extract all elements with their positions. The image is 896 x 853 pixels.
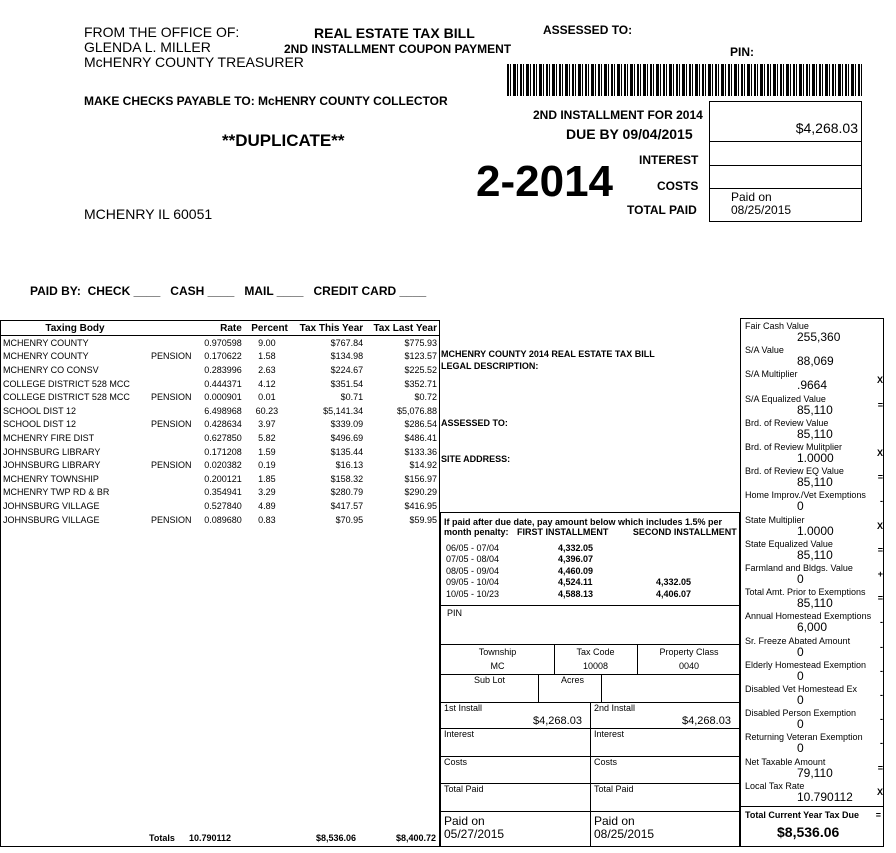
tax-last-year-cell: $775.93 [404,337,437,348]
assessment-item [745,563,881,585]
fund-cell [149,472,196,486]
interest-field-2: Interest [594,729,625,739]
assessment-operator: X [876,786,883,797]
propclass-value: 0040 [678,661,700,671]
taxing-body-cell: SCHOOL DIST 12 [3,419,77,430]
assessment-item [745,587,881,609]
assessment-item [745,732,881,754]
paid-on-label-2: Paid on [594,814,635,828]
col-tax-this-year: Tax This Year [290,321,365,336]
percent-cell: 3.97 [258,419,276,430]
assessment-label: Local Tax Rate [745,780,805,791]
legal-label: LEGAL DESCRIPTION: [441,361,539,371]
costs-field-1: Costs [444,757,468,767]
fund-cell: PENSION [150,351,192,362]
col-rate: Rate [196,321,244,336]
rate-cell: 0.200121 [204,473,242,484]
assessment-label: State Multiplier [745,514,805,525]
penalty-row [444,588,738,600]
tax-this-year-cell: $0.71 [340,392,364,403]
table-row [1,431,439,445]
fund-cell: PENSION [150,460,192,471]
assessment-label: Disabled Person Exemption [745,708,857,719]
percent-cell: 4.12 [258,378,276,389]
assessment-label: Net Taxable Amount [745,756,826,767]
table-row [1,336,439,350]
paid-on-date: 08/25/2015 [731,203,792,217]
assessment-operator: - [880,496,883,507]
assessment-label: State Equalized Value [745,538,833,549]
assessment-operator: = [877,593,883,604]
rate-cell: 0.527840 [204,500,242,511]
taxing-body-cell: MCHENRY FIRE DIST [3,432,95,443]
rate-cell: 0.444371 [204,378,242,389]
tax-this-year-cell: $417.57 [330,500,364,511]
assessment-item [745,539,881,561]
tax-this-year-cell: $70.95 [335,514,364,525]
taxcode-label: Tax Code [576,647,615,657]
penalty-second [654,554,738,566]
taxing-body-cell: MCHENRY TWP RD & BR [3,487,110,498]
taxing-body-cell: MCHENRY CO CONSV [3,364,99,375]
city-line: MCHENRY IL 60051 [84,206,213,222]
assessment-operator: X [876,520,883,531]
assessment-value: 10.790112 [797,789,853,804]
percent-cell: 2.63 [258,364,276,375]
table-row [1,445,439,459]
tax-last-year-cell: $156.97 [404,473,437,484]
table-row [1,418,439,432]
assessment-value: 0 [797,499,804,514]
rate-cell: 0.020382 [204,460,242,471]
percent-cell: 1.58 [258,351,276,362]
table-header-row [1,321,439,336]
first-install-value: $4,268.03 [533,715,582,727]
col-percent: Percent [244,321,290,336]
tax-this-year-cell: $16.13 [335,460,364,471]
assessment-operator: X [876,375,883,386]
percent-cell: 0.01 [258,392,276,403]
penalty-second: 4,332.05 [656,577,692,588]
paid-on-label-1: Paid on [444,814,485,828]
penalty-note-2: month penalty: [444,527,509,537]
assessment-value: 255,360 [797,330,841,344]
assessment-label: S/A Multiplier [745,369,798,380]
rate-cell: 0.283996 [204,364,242,375]
assessment-label: Annual Homestead Exemptions [745,611,872,622]
county-title: MCHENRY COUNTY 2014 REAL ESTATE TAX BILL [441,349,655,359]
site-label: SITE ADDRESS: [441,454,511,464]
assessment-item [745,708,881,730]
fund-cell [149,404,196,418]
percent-cell: 1.85 [258,473,276,484]
tax-this-year-cell: $134.98 [330,351,364,362]
percent-cell: 5.82 [258,432,276,443]
paid-by-mail[interactable]: MAIL ____ [244,284,304,298]
first-install-label: 1st Install [444,703,483,713]
assessment-operator: - [880,665,883,676]
taxcode-value: 10008 [582,661,609,671]
assessment-item [745,394,881,416]
penalty-period: 09/05 - 10/04 [446,577,500,588]
tax-this-year-cell: $496.69 [330,432,364,443]
tax-this-year-cell: $351.54 [330,378,364,389]
assessment-item [745,466,881,488]
paid-by-check[interactable]: CHECK ____ [87,284,161,298]
penalty-period: 06/05 - 07/04 [446,542,500,553]
assessment-label: Fair Cash Value [745,321,809,331]
taxing-body-cell: JOHNSBURG VILLAGE [3,500,100,511]
installment-label: 2ND INSTALLMENT FOR 2014 [533,108,703,122]
second-install-value: $4,268.03 [682,715,731,727]
barcode [507,64,863,96]
tax-last-year-cell: $0.72 [414,392,437,403]
total-due-op: = [875,810,881,820]
fund-cell [149,445,196,459]
propclass-label: Property Class [659,647,719,657]
paid-on-date-2: 08/25/2015 [594,827,655,841]
rate-cell: 0.354941 [204,487,242,498]
rate-cell: 6.498968 [204,405,242,416]
total-paid-label: TOTAL PAID [627,203,697,217]
assessed-label: ASSESSED TO: [441,418,508,428]
assessment-operator: = [877,544,883,555]
tax-this-year-cell: $5,141.34 [323,405,364,416]
tax-last-year-cell: $416.95 [404,500,437,511]
paid-by-cash[interactable]: CASH ____ [170,284,235,298]
assessment-label: Elderly Homestead Exemption [745,659,867,670]
totals-label: Totals [149,833,175,843]
assessment-item [745,636,881,658]
interest-label: INTEREST [639,153,699,167]
costs-field-2: Costs [594,757,618,767]
table-row [1,458,439,472]
taxing-body-cell: COLLEGE DISTRICT 528 MCC [3,378,130,389]
assessed-to-label: ASSESSED TO: [543,23,633,37]
assessment-value: 1.0000 [797,451,834,465]
assessment-value: .9664 [797,378,828,393]
assessment-item [745,345,881,367]
table-row [1,499,439,513]
taxing-body-cell: JOHNSBURG LIBRARY [3,460,101,471]
table-row [1,363,439,377]
totals-this-year: $8,536.06 [315,833,356,843]
rate-cell: 0.627850 [204,432,242,443]
tax-last-year-cell: $290.29 [404,487,437,498]
assessment-item [745,321,881,343]
assessment-operator: + [877,569,883,579]
assessment-value: 1.0000 [797,523,834,538]
assessment-label: Returning Veteran Exemption [745,732,863,743]
penalty-second [654,542,738,554]
fund-cell: PENSION [150,419,192,430]
fund-cell: PENSION [150,514,192,525]
fund-cell: PENSION [150,392,192,403]
duplicate-mark: **DUPLICATE** [222,131,345,150]
assessment-value: 0 [797,693,804,707]
total-paid-field-2: Total Paid [594,784,634,794]
assessment-value: 85,110 [797,475,833,490]
assessment-operator: X [876,448,883,458]
paid-on-label: Paid on [731,190,772,204]
penalty-second: 4,406.07 [656,588,692,599]
pin-field-label: PIN [447,608,463,618]
assessment-item [745,490,881,512]
penalty-period: 08/05 - 09/04 [446,565,500,576]
taxing-body-cell: JOHNSBURG LIBRARY [3,446,101,457]
percent-cell: 60.23 [255,405,279,416]
township-label: Township [478,647,517,657]
table-row [1,404,439,418]
assessment-label: Brd. of Review Value [745,417,829,428]
total-paid-box [709,189,862,222]
second-installment-label: SECOND INSTALLMENT [632,527,737,537]
assessment-label: Brd. of Review Mulitplier [745,442,843,452]
fund-cell [149,336,196,350]
assessment-item [745,369,881,391]
fund-cell [149,431,196,445]
interest-field-1: Interest [444,729,475,739]
tax-this-year-cell: $280.79 [330,487,364,498]
first-installment-label: FIRST INSTALLMENT [517,527,609,537]
assessment-value: 0 [797,668,804,683]
assessment-label: Farmland and Bldgs. Value [745,563,853,573]
assessment-item [745,684,881,706]
assessment-value: 85,110 [797,596,833,611]
assessment-operator: - [880,617,883,628]
penalty-first: 4,332.05 [558,542,594,553]
coupon-title: 2ND INSTALLMENT COUPON PAYMENT [284,42,512,56]
table-row [1,486,439,500]
assessment-operator: = [877,399,883,410]
totals-rate: 10.790112 [189,833,232,843]
percent-cell: 9.00 [258,337,276,348]
penalty-second [654,565,738,577]
col-fund [149,321,196,336]
percent-cell: 4.89 [258,500,276,511]
tax-this-year-cell: $224.67 [330,364,364,375]
amount-value: $4,268.03 [795,120,858,136]
rate-cell: 0.170622 [204,351,242,362]
col-taxing-body: Taxing Body [1,321,149,336]
assessment-item [745,515,881,537]
treasurer-name: GLENDA L. MILLER [84,39,211,55]
interest-box [709,142,862,166]
table-row [1,350,439,364]
rate-cell: 0.428634 [204,419,242,430]
assessment-item [745,611,881,633]
rate-cell: 0.171208 [204,446,242,457]
tax-last-year-cell: $133.36 [404,446,437,457]
tax-this-year-cell: $339.09 [330,419,364,430]
tax-last-year-cell: $123.57 [404,351,437,362]
assessment-label: S/A Value [745,345,784,356]
assessment-label: Home Improv./Vet Exemptions [745,490,866,501]
total-due-value: $8,536.06 [777,824,840,840]
tax-last-year-cell: $14.92 [409,460,437,471]
costs-box [709,166,862,189]
table-row [1,390,439,404]
percent-cell: 3.29 [258,487,276,498]
paid-by-line [30,284,426,298]
penalty-first: 4,396.07 [558,554,594,565]
taxing-body-cell: JOHNSBURG VILLAGE [3,514,100,525]
assessment-label: S/A Equalized Value [745,393,826,404]
tax-last-year-cell: $486.41 [404,432,437,443]
assessment-value: 85,110 [797,547,833,562]
tax-this-year-cell: $158.32 [330,473,364,484]
tax-last-year-cell: $59.95 [409,514,437,525]
table-row [1,377,439,391]
taxing-body-cell: SCHOOL DIST 12 [3,405,77,416]
totals-last-year: $8,400.72 [395,833,436,843]
penalty-period: 07/05 - 08/04 [446,554,500,565]
second-install-label: 2nd Install [594,703,636,713]
assessment-label: Sr. Freeze Abated Amount [745,635,851,646]
tax-last-year-cell: $5,076.88 [396,405,437,416]
tax-this-year-cell: $767.84 [330,337,364,348]
rate-cell: 0.000901 [204,392,242,403]
penalty-first: 4,524.11 [558,577,593,588]
assessment-value: 0 [797,741,804,756]
total-paid-field-1: Total Paid [444,784,484,794]
middle-lower-box [440,512,740,847]
assessment-panel [740,318,884,847]
rate-cell: 0.089680 [204,514,242,525]
assessment-operator: = [877,762,883,773]
fund-cell [149,486,196,500]
paid-by-credit-card[interactable]: CREDIT CARD ____ [313,284,427,298]
total-due-label: Total Current Year Tax Due [745,810,860,820]
assessment-label: Brd. of Review EQ Value [745,466,844,477]
assessment-value: 0 [797,572,804,586]
office-block [84,25,304,70]
assessment-label: Total Amt. Prior to Exemptions [745,587,866,598]
assessment-item [745,418,881,440]
table-row [1,513,439,527]
taxing-body-cell: MCHENRY COUNTY [3,351,89,362]
rate-cell: 0.970598 [204,337,242,348]
tax-last-year-cell: $225.52 [404,364,437,375]
assessment-operator: - [880,641,883,652]
taxing-body-table [1,321,439,526]
fund-cell [149,377,196,391]
pin-label: PIN: [730,45,754,59]
from-line: FROM THE OFFICE OF: [84,24,240,40]
assessment-item [745,660,881,682]
paid-by-label: PAID BY: [30,284,81,298]
costs-label: COSTS [657,179,699,193]
assessment-value: 85,110 [797,426,833,441]
assessment-value: 79,110 [797,765,833,780]
sublot-label: Sub Lot [473,675,506,685]
fund-cell [149,363,196,377]
big-code: 2-2014 [476,157,614,206]
assessment-operator: - [880,714,883,725]
assessment-value: 0 [797,717,804,732]
tax-this-year-cell: $135.44 [330,446,364,457]
assessment-operator: - [880,690,883,700]
assessment-operator: = [877,472,883,483]
percent-cell: 0.19 [258,460,276,471]
penalty-row [444,554,738,566]
assessment-item [745,757,881,779]
percent-cell: 1.59 [258,446,276,457]
assessment-value: 0 [797,644,804,659]
penalty-first: 4,588.13 [558,588,594,599]
taxing-body-panel [0,320,440,847]
bill-title: REAL ESTATE TAX BILL [314,25,475,41]
assessment-value: 88,069 [797,354,834,369]
assessment-value: 6,000 [797,620,828,635]
taxing-body-cell: COLLEGE DISTRICT 528 MCC [3,392,130,403]
col-tax-last-year: Tax Last Year [365,321,439,336]
penalty-row [444,565,738,577]
tax-last-year-cell: $352.71 [404,378,437,389]
amount-box [709,101,862,142]
assessment-value: 85,110 [797,402,833,417]
assessment-operator: - [880,738,883,749]
penalty-row [444,542,738,554]
percent-cell: 0.83 [258,514,276,525]
penalty-note-1: If paid after due date, pay amount below which includes 1.5% per [444,517,723,527]
penalty-table [444,542,738,600]
penalty-row [444,577,738,589]
taxing-body-cell: MCHENRY COUNTY [3,337,89,348]
payable-to: MAKE CHECKS PAYABLE TO: McHENRY COUNTY COLLECTOR [84,94,448,108]
table-row [1,472,439,486]
acres-label: Acres [561,675,585,685]
paid-on-date-1: 05/27/2015 [444,827,505,841]
assessment-item [745,781,881,803]
tax-last-year-cell: $286.54 [404,419,437,430]
fund-cell [149,499,196,513]
penalty-period: 10/05 - 10/23 [446,588,500,599]
assessment-item [745,442,881,464]
township-value: MC [490,661,505,671]
treasurer-title: McHENRY COUNTY TREASURER [84,54,304,70]
penalty-first: 4,460.09 [558,565,594,576]
taxing-body-cell: MCHENRY TOWNSHIP [3,473,99,484]
due-date: DUE BY 09/04/2015 [566,126,693,142]
assessment-label: Disabled Vet Homestead Ex [745,684,858,694]
